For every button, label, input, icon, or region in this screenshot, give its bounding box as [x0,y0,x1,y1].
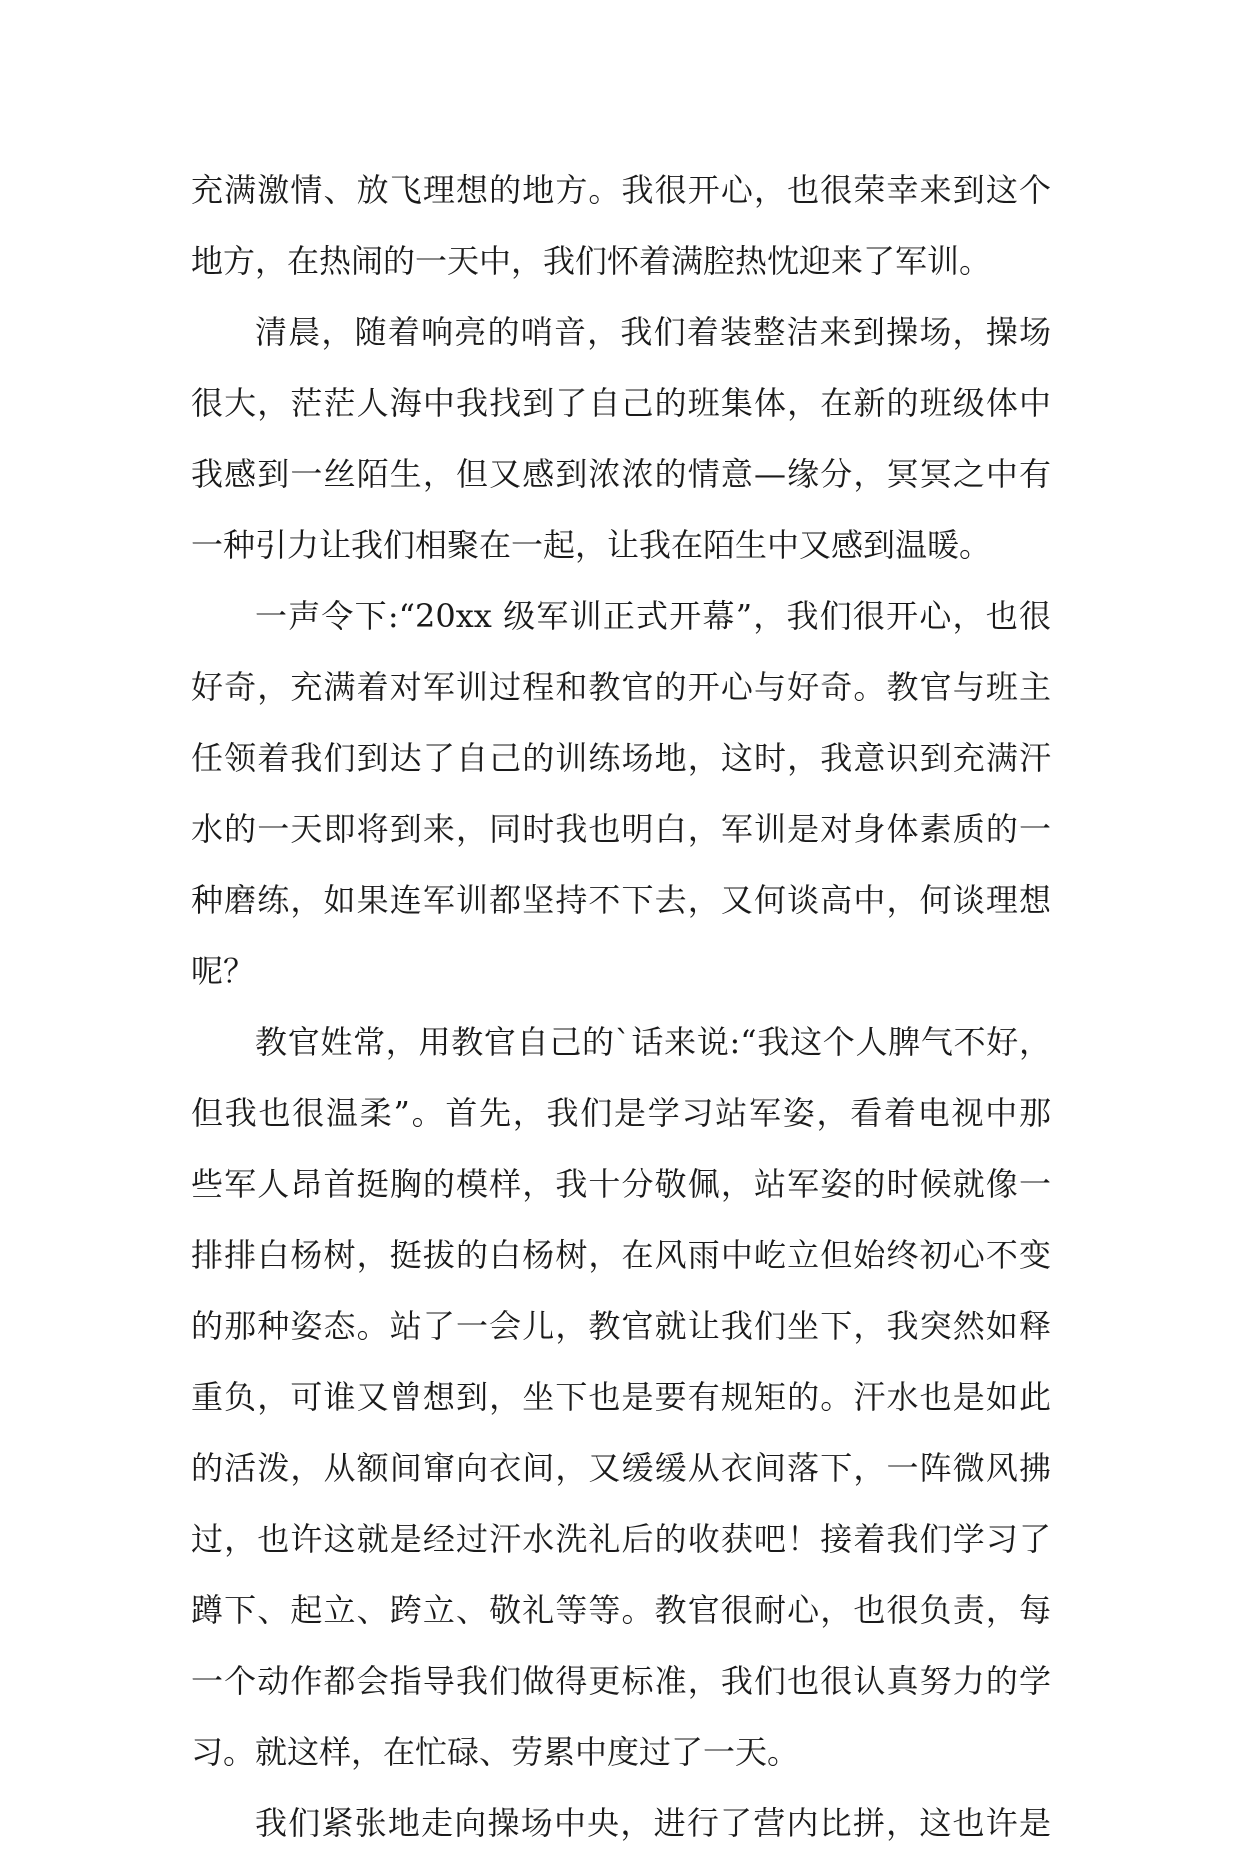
paragraph-first-line: 清晨，随着响亮的哨音，我们着装整洁来到操场，操场 [255,313,1051,351]
document-body [191,155,1051,1859]
paragraph-first-line: 我们紧张地走向操场中央，进行了营内比拼，这也许是 [255,1804,1051,1842]
text-line: 我感到一丝陌生，但又感到浓浓的情意—缘分，冥冥之中有 [191,455,1051,493]
text-line: 一个动作都会指导我们做得更标准，我们也很认真努力的学 [191,1662,1051,1700]
text-line: 很大，茫茫人海中我找到了自己的班集体，在新的班级体中 [191,384,1051,422]
text-line: 但我也很温柔”。首先，我们是学习站军姿，看着电视中那 [191,1094,1051,1132]
text-line: 好奇，充满着对军训过程和教官的开心与好奇。教官与班主 [191,668,1051,706]
text-line: 的那种姿态。站了一会儿，教官就让我们坐下，我突然如释 [191,1307,1051,1345]
paragraph-first-line: 教官姓常，用教官自己的`话来说:“我这个人脾气不好， [255,1023,1051,1061]
text-line: 重负，可谁又曾想到，坐下也是要有规矩的。汗水也是如此 [191,1378,1051,1416]
text-line: 地方，在热闹的一天中，我们怀着满腔热忱迎来了军训。 [191,242,992,280]
text-line: 排排白杨树，挺拔的白杨树，在风雨中屹立但始终初心不变 [191,1236,1051,1274]
paragraph-first-line: 一声令下:“20xx 级军训正式开幕”，我们很开心，也很 [255,597,1051,635]
text-line: 的活泼，从额间窜向衣间，又缓缓从衣间落下，一阵微风拂 [191,1449,1051,1487]
text-line: 习。就这样，在忙碌、劳累中度过了一天。 [191,1733,800,1771]
text-line: 呢？ [191,952,256,990]
text-line: 些军人昂首挺胸的模样，我十分敬佩，站军姿的时候就像一 [191,1165,1051,1203]
text-line: 过，也许这就是经过汗水洗礼后的收获吧！接着我们学习了 [191,1520,1051,1558]
text-line: 一种引力让我们相聚在一起，让我在陌生中又感到温暖。 [191,526,992,564]
text-line: 种磨练，如果连军训都坚持不下去，又何谈高中，何谈理想 [191,881,1051,919]
text-line: 任领着我们到达了自己的训练场地，这时，我意识到充满汗 [191,739,1051,777]
text-line: 水的一天即将到来，同时我也明白，军训是对身体素质的一 [191,810,1051,848]
text-line: 充满激情、放飞理想的地方。我很开心，也很荣幸来到这个 [191,171,1051,209]
text-line: 蹲下、起立、跨立、敬礼等等。教官很耐心，也很负责，每 [191,1591,1051,1629]
